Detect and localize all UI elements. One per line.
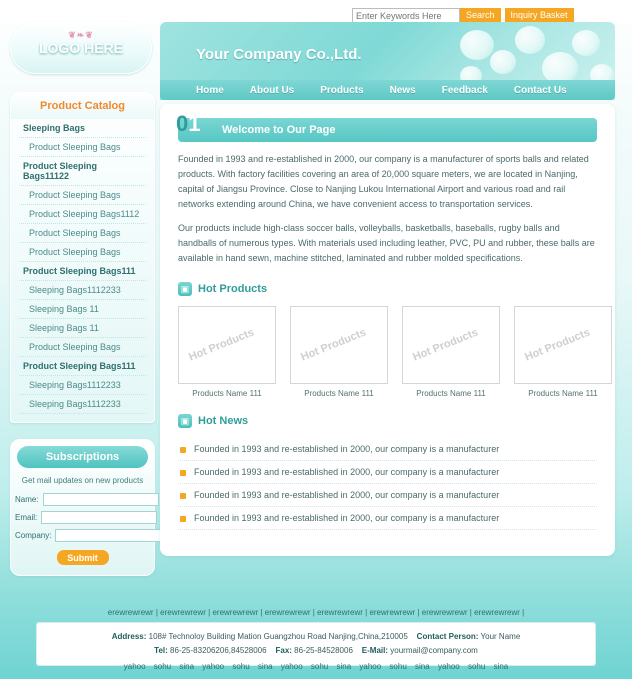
hot-news-header: [178, 414, 597, 428]
subscription-field-row: [15, 493, 146, 506]
product-image-text: Hot Products: [299, 326, 368, 364]
subscription-field-row: [15, 511, 146, 524]
product-card[interactable]: [178, 306, 276, 398]
grid-icon: ▣: [178, 414, 192, 428]
catalog-item[interactable]: Product Sleeping Bags11122: [19, 157, 146, 186]
main-content: [160, 104, 615, 556]
footer-contact-box: [36, 622, 596, 666]
company-label: Company:: [15, 531, 52, 540]
product-image-text: Hot Products: [523, 326, 592, 364]
bottom-link[interactable]: yahoo: [202, 662, 225, 671]
company-name: Your Company Co.,Ltd.: [196, 46, 362, 63]
tel-label: Tel:: [154, 646, 168, 655]
bottom-link[interactable]: sohu: [232, 662, 250, 671]
footer-address-line: [47, 630, 585, 644]
intro-text: [178, 152, 597, 266]
tel-value: 86-25-83206206,84528006: [170, 646, 267, 655]
product-name: Products Name 111: [304, 389, 374, 398]
footer-link[interactable]: erewrewrewr: [264, 608, 311, 617]
product-card[interactable]: [402, 306, 500, 398]
bottom-link[interactable]: sohu: [467, 662, 486, 671]
nav-item-products[interactable]: Products: [320, 84, 364, 96]
news-item[interactable]: Founded in 1993 and re-established in 2000, our company is a manufacturer: [178, 461, 597, 484]
top-bar: [0, 0, 632, 24]
footer-link[interactable]: erewrewrewr: [369, 608, 416, 617]
product-image[interactable]: [290, 306, 388, 384]
search-area: [352, 8, 574, 23]
product-name: Products Name 111: [416, 389, 486, 398]
hot-products-title: Hot Products: [198, 283, 268, 295]
flower-decoration-icon: [490, 50, 516, 74]
nav-item-contact-us[interactable]: Contact Us: [513, 84, 567, 96]
bottom-link[interactable]: yahoo: [359, 662, 382, 671]
catalog-item[interactable]: Product Sleeping Bags: [19, 138, 146, 157]
catalog-item[interactable]: Product Sleeping Bags: [19, 338, 146, 357]
catalog-item[interactable]: Product Sleeping Bags1112: [19, 205, 146, 224]
subscriptions-panel: [10, 439, 155, 576]
search-input[interactable]: [352, 8, 460, 23]
catalog-item[interactable]: Product Sleeping Bags111: [19, 357, 146, 376]
address-label: Address:: [111, 632, 147, 641]
footer-link[interactable]: erewrewrewr: [421, 608, 468, 617]
product-image[interactable]: [514, 306, 612, 384]
flower-decoration-icon: [460, 30, 494, 60]
footer-link[interactable]: erewrewrewr: [212, 608, 259, 617]
catalog-item[interactable]: Sleeping Bags1112233: [19, 376, 146, 395]
subscription-field-row: [15, 529, 146, 542]
flower-decoration-icon: [572, 30, 600, 56]
bottom-link[interactable]: sohu: [389, 662, 407, 671]
name-input[interactable]: [43, 493, 159, 506]
company-input[interactable]: [55, 529, 171, 542]
footer-link[interactable]: erewrewrewr: [317, 608, 363, 617]
logo-ornament-icon: ❦❧❦: [68, 30, 94, 40]
catalog-item[interactable]: Product Sleeping Bags: [19, 243, 146, 262]
logo-text: LOGO HERE: [38, 40, 123, 56]
catalog-item[interactable]: Sleeping Bags1112233: [19, 281, 146, 300]
catalog-item[interactable]: Product Sleeping Bags: [19, 186, 146, 205]
bottom-link[interactable]: yahoo: [123, 662, 146, 671]
name-label: Name:: [15, 495, 39, 504]
footer-links: erewrewrewr | erewrewrewr | erewrewrewr | erewrewrewr | erewrewrewr | erewrewrewr | erewrewrewr | erewrewrewr |: [107, 608, 525, 617]
catalog-item[interactable]: Sleeping Bags 11: [19, 300, 146, 319]
product-catalog-list: [11, 119, 154, 414]
hot-products-list: [178, 306, 597, 398]
welcome-title: Welcome to Our Page: [222, 124, 336, 136]
footer-link[interactable]: erewrewrewr: [474, 608, 520, 617]
product-catalog-panel: [10, 92, 155, 423]
flower-decoration-icon: [515, 26, 545, 54]
product-image[interactable]: [178, 306, 276, 384]
welcome-header: [176, 111, 597, 142]
search-button[interactable]: Search: [460, 8, 501, 23]
nav-item-feedback[interactable]: Feedback: [441, 84, 488, 96]
catalog-item[interactable]: Sleeping Bags: [19, 119, 146, 138]
bottom-link[interactable]: sina: [493, 662, 509, 671]
bottom-link[interactable]: sina: [336, 662, 352, 671]
bottom-link[interactable]: sina: [179, 662, 195, 671]
catalog-item[interactable]: Sleeping Bags1112233: [19, 395, 146, 414]
catalog-item[interactable]: Product Sleeping Bags: [19, 224, 146, 243]
news-item[interactable]: Founded in 1993 and re-established in 2000, our company is a manufacturer: [178, 507, 597, 530]
inquiry-basket-button[interactable]: Inquiry Basket: [505, 8, 574, 23]
main-navigation: [160, 80, 615, 100]
email-input[interactable]: [41, 511, 157, 524]
product-catalog-title: Product Catalog: [11, 93, 154, 119]
footer-link[interactable]: erewrewrewr: [160, 608, 206, 617]
left-sidebar: [10, 22, 155, 576]
product-image-text: Hot Products: [411, 326, 480, 364]
intro-paragraph: Founded in 1993 and re-established in 2000, our company is a manufacturer of sports balls and related products. With factory facilities covering an area of 20,000 square meters, we are located in Nanjing, capital of Jiangsu Province. Close to Nanjing Lukou International Airport and various road and rail networks extending around China, we have convenient access to transportation services.: [178, 154, 589, 209]
contact-person-value: Your Name: [480, 632, 521, 641]
product-card[interactable]: [290, 306, 388, 398]
fax-value: 86-25-84528006: [294, 646, 353, 655]
bottom-link[interactable]: yahoo: [437, 662, 460, 671]
bottom-link[interactable]: yahoo: [280, 662, 303, 671]
hot-news-title: Hot News: [198, 415, 249, 427]
catalog-item[interactable]: Product Sleeping Bags111: [19, 262, 146, 281]
news-item[interactable]: Founded in 1993 and re-established in 2000, our company is a manufacturer: [178, 484, 597, 507]
catalog-item[interactable]: Sleeping Bags 11: [19, 319, 146, 338]
product-name: Products Name 111: [528, 389, 598, 398]
fax-label: Fax:: [275, 646, 292, 655]
news-item[interactable]: Founded in 1993 and re-established in 2000, our company is a manufacturer: [178, 438, 597, 461]
nav-item-about-us[interactable]: About Us: [249, 84, 295, 96]
address-value: 108# Technoloy Building Mation Guangzhou Road Nanjing,China,210005: [148, 632, 408, 641]
bottom-links: [0, 662, 632, 671]
product-image-text: Hot Products: [187, 326, 256, 364]
subscriptions-title: Subscriptions: [17, 446, 148, 468]
product-card[interactable]: [514, 306, 612, 398]
grid-icon: ▣: [178, 282, 192, 296]
email-label: Email:: [15, 513, 38, 522]
step-number: 01: [176, 111, 201, 136]
logo[interactable]: [10, 22, 152, 74]
product-image[interactable]: [402, 306, 500, 384]
hot-news-list: [178, 438, 597, 530]
bottom-link[interactable]: sina: [257, 662, 273, 671]
subscriptions-note: Get mail updates on new products: [21, 476, 144, 485]
email-label-footer: E-Mail:: [361, 646, 389, 655]
contact-person-label: Contact Person:: [416, 632, 479, 641]
submit-button[interactable]: Submit: [57, 550, 109, 565]
intro-paragraph: Our products include high-class soccer balls, volleyballs, basketballs, baseballs, rugby balls and handballs of numerous types. With materials used including leather, PVC, PU and rubber, these balls are available in hand sewn, machine stitched, laminated and rubber molded specifications.: [178, 223, 595, 263]
nav-item-home[interactable]: Home: [196, 84, 224, 96]
bottom-link[interactable]: sohu: [153, 662, 172, 671]
hot-products-header: [178, 282, 597, 296]
nav-item-news[interactable]: News: [389, 84, 416, 96]
footer-tel-line: [47, 644, 585, 658]
bottom-link[interactable]: sohu: [310, 662, 329, 671]
footer-link[interactable]: erewrewrewr: [107, 608, 154, 617]
bottom-link[interactable]: sina: [415, 662, 430, 671]
email-value: yourmail@company.com: [390, 646, 478, 655]
product-name: Products Name 111: [192, 389, 262, 398]
